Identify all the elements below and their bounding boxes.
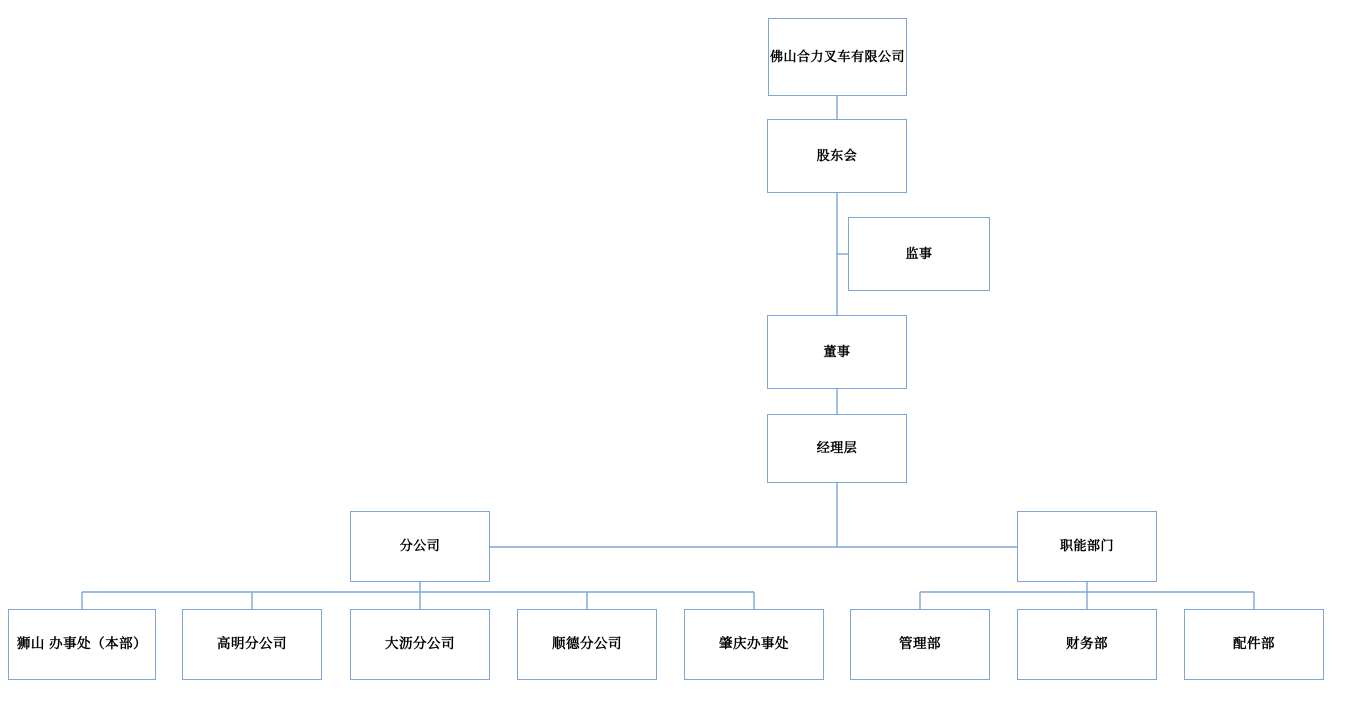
org-node-guanli[interactable] (850, 609, 990, 680)
org-node-label: 大沥分公司 (385, 636, 455, 652)
org-node-label: 分公司 (399, 538, 441, 554)
org-node-label: 顺德分公司 (552, 636, 622, 652)
org-node-label: 董事 (823, 343, 851, 359)
org-node-label: 财务部 (1066, 636, 1108, 652)
org-node-caiwu[interactable] (1017, 609, 1157, 680)
org-node-label: 监事 (905, 245, 933, 261)
org-node-branches[interactable] (350, 511, 490, 582)
org-node-supervisor[interactable] (848, 217, 990, 291)
org-node-management[interactable] (767, 414, 907, 483)
org-node-label: 职能部门 (1059, 538, 1114, 554)
org-node-label: 股东会 (816, 147, 858, 163)
org-node-label: 经理层 (816, 440, 858, 456)
org-node-shunde[interactable] (517, 609, 657, 680)
org-node-shishan[interactable] (8, 609, 156, 680)
org-node-peijian[interactable] (1184, 609, 1324, 680)
org-node-zhaoqing[interactable] (684, 609, 824, 680)
org-node-label: 配件部 (1233, 636, 1275, 652)
org-node-dali[interactable] (350, 609, 490, 680)
org-node-shareholders[interactable] (767, 119, 907, 193)
org-node-label: 管理部 (899, 636, 941, 652)
org-node-label: 肇庆办事处 (719, 636, 789, 652)
org-node-company[interactable] (768, 18, 907, 96)
org-node-label: 狮山 办事处（本部） (16, 636, 148, 652)
org-node-functions[interactable] (1017, 511, 1157, 582)
org-node-label: 高明分公司 (217, 636, 287, 652)
org-node-gaoming[interactable] (182, 609, 322, 680)
org-node-label: 佛山合力叉车有限公司 (770, 48, 906, 64)
org-node-director[interactable] (767, 315, 907, 389)
